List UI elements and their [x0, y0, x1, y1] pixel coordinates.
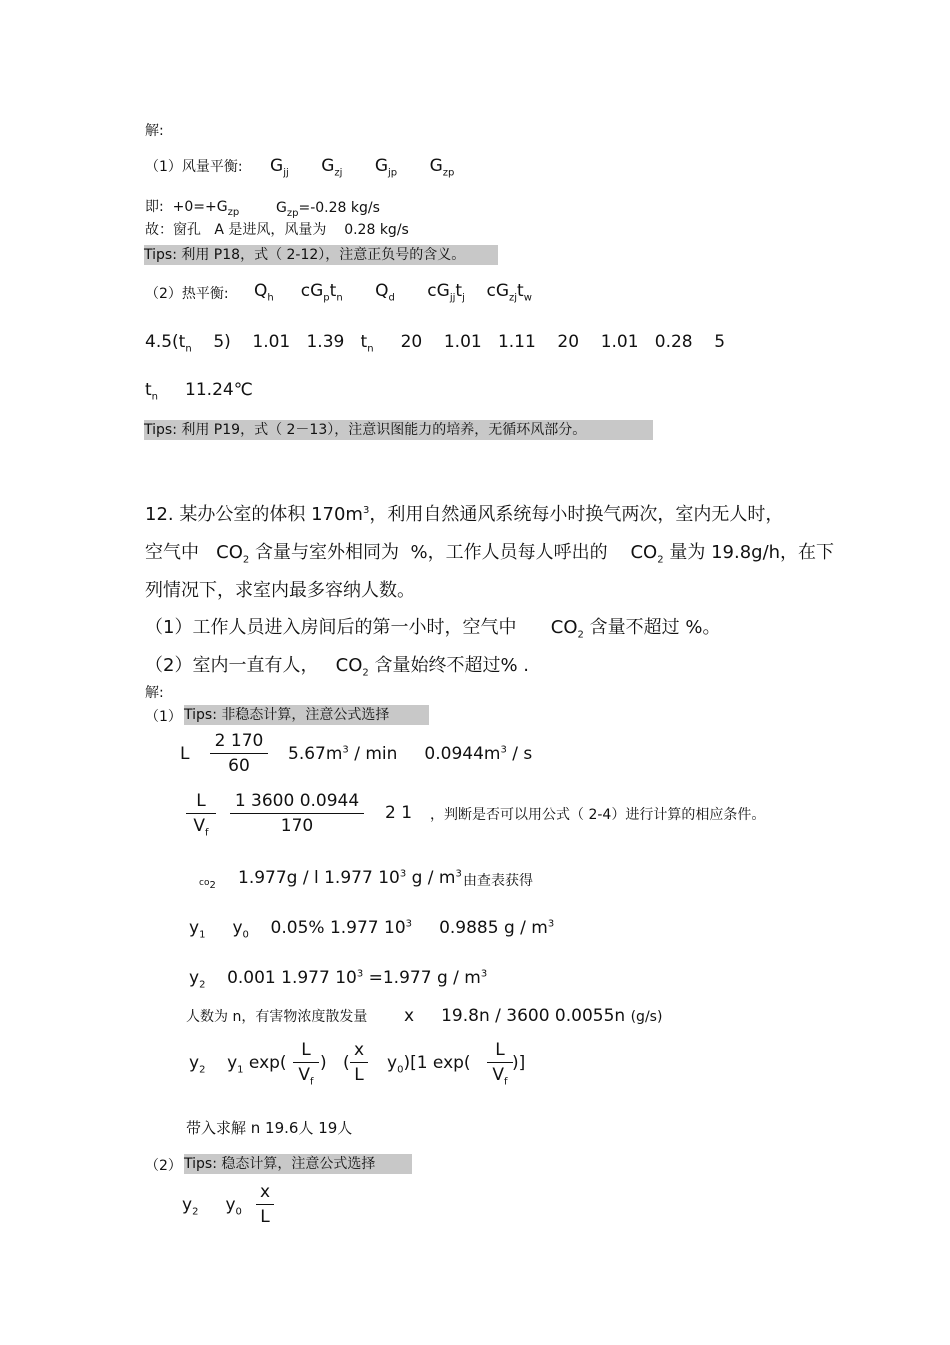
heat-numeric-equation: $4.5(t_n$ 5) 1.01 1.39 $t_n$ 20 1.01 1.11 20 1.01 0.28 5	[145, 332, 726, 355]
steady-formula: $y_2$ $y_0$	[182, 1195, 242, 1218]
y1-equation: $y_1$ $y_0$ 0.05% 1.977 $10^3$ 0.9885 g / $m^3$	[189, 918, 555, 941]
tn-result: $t_n$ 11.24℃	[145, 380, 253, 403]
y2-formula-end: )]	[512, 1053, 526, 1073]
heat-balance-label: （2）热平衡:	[145, 286, 229, 302]
part2-label: （2）	[145, 1158, 182, 1174]
tip-1: Tips: 利用 P18，式（ 2-12），注意正负号的含义。	[144, 245, 498, 265]
n-equation: x 19.8n / 3600 0.0055n (g/s)	[404, 1006, 663, 1026]
gzp-result: $G_{zp}=-0.28$ kg/s	[276, 200, 380, 219]
heat-balance-equation: $Q_h$ $cG_pt_n$ $Q_d$ $cG_{jj}t_j$ $cG_{zj}t_w$	[254, 281, 532, 304]
q12-line-3: 列情况下，求室内最多容纳人数。	[145, 580, 415, 601]
L-symbol: L	[180, 744, 190, 764]
y2-formula-mid: $y_0)[1$ exp(	[387, 1053, 471, 1076]
q12-line-4: （1）工作人员进入房间后的第一小时，空气中 $CO_2$ 含量不超过 %。	[145, 617, 721, 641]
y2-formula-open: (	[343, 1053, 350, 1073]
L-result: $5.67m^3$ / min $0.0944m^3$ / s	[288, 744, 533, 764]
q12-line-2: 空气中 $CO_2$ 含量与室外相同为 %，工作人员每人呼出的 $CO_2$ 量为 19.8g/h，在下	[145, 542, 835, 566]
ji-line: 即: $+0=+G_{zp}$	[145, 199, 240, 218]
rho-note: 由查表获得	[463, 873, 533, 889]
LV-numeric-fraction: 1 3600 0.0944 170	[230, 791, 364, 836]
y2-formula-frac-3: L $V_f$	[487, 1040, 513, 1087]
L-fraction: 2 170 60	[210, 731, 268, 776]
tip-3: Tips: 非稳态计算，注意公式选择	[184, 705, 429, 725]
q12-line-1: 12. 某办公室的体积 $170m^3$，利用自然通风系统每小时换气两次，室内无人时，	[145, 504, 784, 525]
rho-subscript: $co_2$	[199, 878, 216, 891]
y2-equation: $y_2$ 0.001 1.977 $10^3 =1.977$ g / $m^3$	[189, 968, 488, 991]
LV-fraction: L $V_f$	[186, 791, 216, 838]
gu-line: 故：窗孔 A 是进风，风量为 0.28 kg/s	[145, 222, 409, 238]
LV-comparison: 2 1	[385, 803, 413, 823]
LV-note: ，判断是否可以用公式（ 2-4）进行计算的相应条件。	[430, 807, 766, 823]
air-balance-label: （1）风量平衡:	[145, 159, 243, 175]
rho-value: 1.977g / l 1.977 $10^3$ g / $m^3$	[238, 868, 462, 888]
q12-line-5: （2）室内一直有人， $CO_2$ 含量始终不超过% .	[145, 655, 530, 679]
n-label: 人数为 n，有害物浓度散发量	[186, 1009, 368, 1025]
air-balance-equation: $G_{jj}$ $G_{zj}$ $G_{jp}$ $G_{zp}$	[270, 156, 455, 179]
tip-4: Tips: 稳态计算，注意公式选择	[184, 1154, 412, 1174]
y2-formula-frac-1: L $V_f$	[293, 1040, 319, 1087]
tip-2: Tips: 利用 P19，式（ 2－13），注意识图能力的培养，无循环风部分。	[144, 420, 653, 440]
part1-label: （1）	[145, 709, 182, 725]
y2-formula-frac-2: x L	[350, 1040, 368, 1085]
solution-label-2: 解:	[145, 685, 164, 701]
y2-formula-left: $y_2$ $y_1$ exp(	[189, 1053, 287, 1076]
steady-fraction: x L	[256, 1182, 274, 1227]
solution-label: 解:	[145, 123, 164, 139]
solve-result: 带入求解 n 19.6人 19人	[186, 1119, 353, 1137]
y2-formula-close: )	[320, 1053, 327, 1073]
